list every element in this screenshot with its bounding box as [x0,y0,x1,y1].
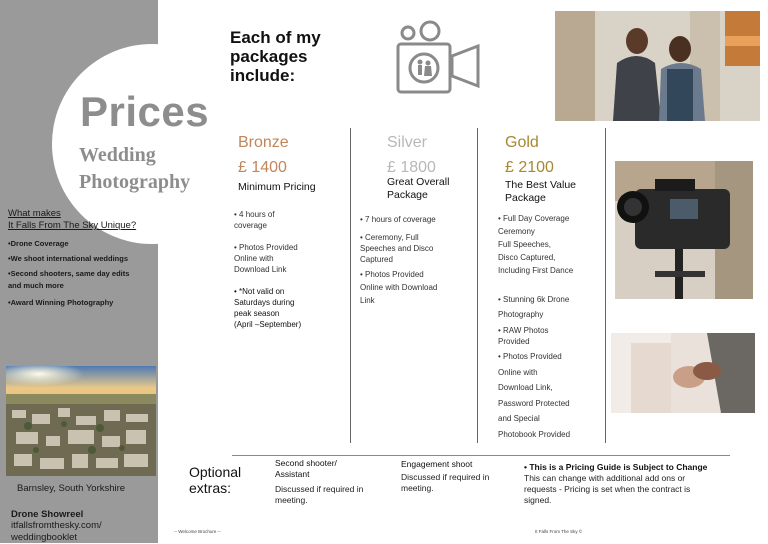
extra-line: requests - Pricing is set when the contract is [524,484,691,494]
extra-line: This can change with additional add ons or [524,473,686,483]
feature-line: Online with Download [360,283,438,292]
hands-photo [611,333,755,413]
extra-line: meeting. [401,483,434,493]
feature-line: Saturdays during [234,298,295,307]
unique-heading-line: What makes [8,208,61,219]
tag-line: The Best Value [505,179,577,191]
feature-line: peak season [234,309,280,318]
tag-line: Great Overall [387,176,450,188]
footer-right: It Falls From The Sky © [535,529,583,534]
heading-line: include: [230,66,296,85]
extra-line: Second shooter/ [275,458,337,468]
feature-line: Provided [498,337,530,346]
website-line: weddingbooklet [11,532,78,543]
silver-price: £ 1800 [387,159,436,176]
feature-line: Ceremony [498,227,535,236]
extras-label-line: extras: [189,480,232,496]
website-link[interactable] [11,520,102,544]
feature-line: Speeches and Disco [360,244,434,253]
engagement-desc [401,472,489,494]
website-line: itfallsfromthesky.com/ [11,520,102,531]
list-item: •Award Winning Photography [8,298,114,307]
optional-extras-label [189,464,241,496]
gold-tag [505,179,576,205]
feature-line: Online with [234,254,274,263]
unique-heading [8,208,136,232]
second-shooter-title [275,458,337,480]
silver-feature [360,232,433,265]
bronze-price: £ 1400 [238,159,287,176]
feature-line: • Photos Provided [498,352,562,361]
feature-line: • Stunning 6k Drone [498,295,570,304]
video-camera-photo [615,161,753,299]
heading-line: Each of my [230,28,321,47]
showreel-label: Drone Showreel [11,509,84,520]
feature-line: • *Not valid on [234,287,285,296]
gold-name: Gold [505,134,539,151]
bronze-name: Bronze [238,134,289,151]
subtitle-line: Photography [79,171,191,193]
feature-line: Full Speeches, [498,240,551,249]
gold-price: £ 2100 [505,159,554,176]
feature-line: • 7 hours of coverage [360,215,436,224]
feature-line: Password Protected [498,398,570,408]
feature-line: (April –September) [234,320,302,329]
gold-feature [498,325,549,347]
engagement-title: Engagement shoot [401,459,473,469]
packages-heading [230,28,321,85]
groom-photo [555,11,760,121]
bronze-tag: Minimum Pricing [238,181,316,193]
pricing-guide-title: • This is a Pricing Guide is Subject to Change [524,462,708,472]
location-label: Barnsley, South Yorkshire [17,483,126,494]
silver-tag [387,176,449,202]
town-aerial-photo [6,366,156,476]
list-item: •Second shooters, same day edits [8,269,130,278]
feature-line: and Special [498,414,540,423]
feature-line: • Ceremony, Full [360,233,419,242]
silver-feature [360,268,437,307]
page-subtitle [79,142,190,196]
pricing-guide-desc [524,473,690,506]
extra-line: Assistant [275,469,310,479]
extras-divider [232,455,730,456]
feature-line: • Photos Provided [360,270,424,279]
heading-line: packages [230,47,308,66]
feature-line: Online with [498,367,538,377]
feature-line: • Full Day Coverage [498,214,570,223]
feature-line: Including First Dance [498,266,574,275]
extra-line: meeting. [275,495,308,505]
extra-line: Discussed if required in [401,472,490,482]
bronze-feature [234,286,301,330]
video-camera-icon [396,20,480,94]
gold-feature [498,349,570,442]
feature-line: • Photos Provided [234,243,298,252]
column-divider [350,128,351,443]
extra-line: Discussed if required in [275,484,364,494]
extra-line: signed. [524,495,552,505]
gold-feature [498,292,569,322]
column-divider [477,128,478,443]
silver-name: Silver [387,134,428,151]
second-shooter-desc [275,484,363,506]
silver-feature [360,214,436,225]
column-divider [605,128,606,443]
feature-line: coverage [234,221,267,230]
feature-line: Photography [498,310,544,319]
feature-line: Disco Captured, [498,253,556,262]
gold-feature [498,212,573,277]
feature-line: • 4 hours of [234,210,275,219]
bronze-feature [234,209,275,231]
unique-features-list [8,236,129,310]
subtitle-line: Wedding [79,144,156,166]
unique-heading-line: It Falls From The Sky Unique? [8,220,137,231]
tag-line: Package [505,192,546,204]
feature-line: Download Link, [498,383,553,392]
page-title: Prices [80,88,210,135]
feature-line: Link [360,296,375,305]
list-item: •Drone Coverage [8,239,69,248]
footer-left: -- Welcome Brochure -- [174,529,221,534]
list-item: •We shoot international weddings [8,254,128,263]
bronze-feature [234,242,298,275]
list-item: and much more [8,281,64,290]
tag-line: Package [387,189,428,201]
feature-line: • RAW Photos [498,326,549,335]
feature-line: Photobook Provided [498,429,571,439]
feature-line: Captured [360,255,393,264]
feature-line: Download Link [234,265,287,274]
extras-label-line: Optional [189,464,242,480]
